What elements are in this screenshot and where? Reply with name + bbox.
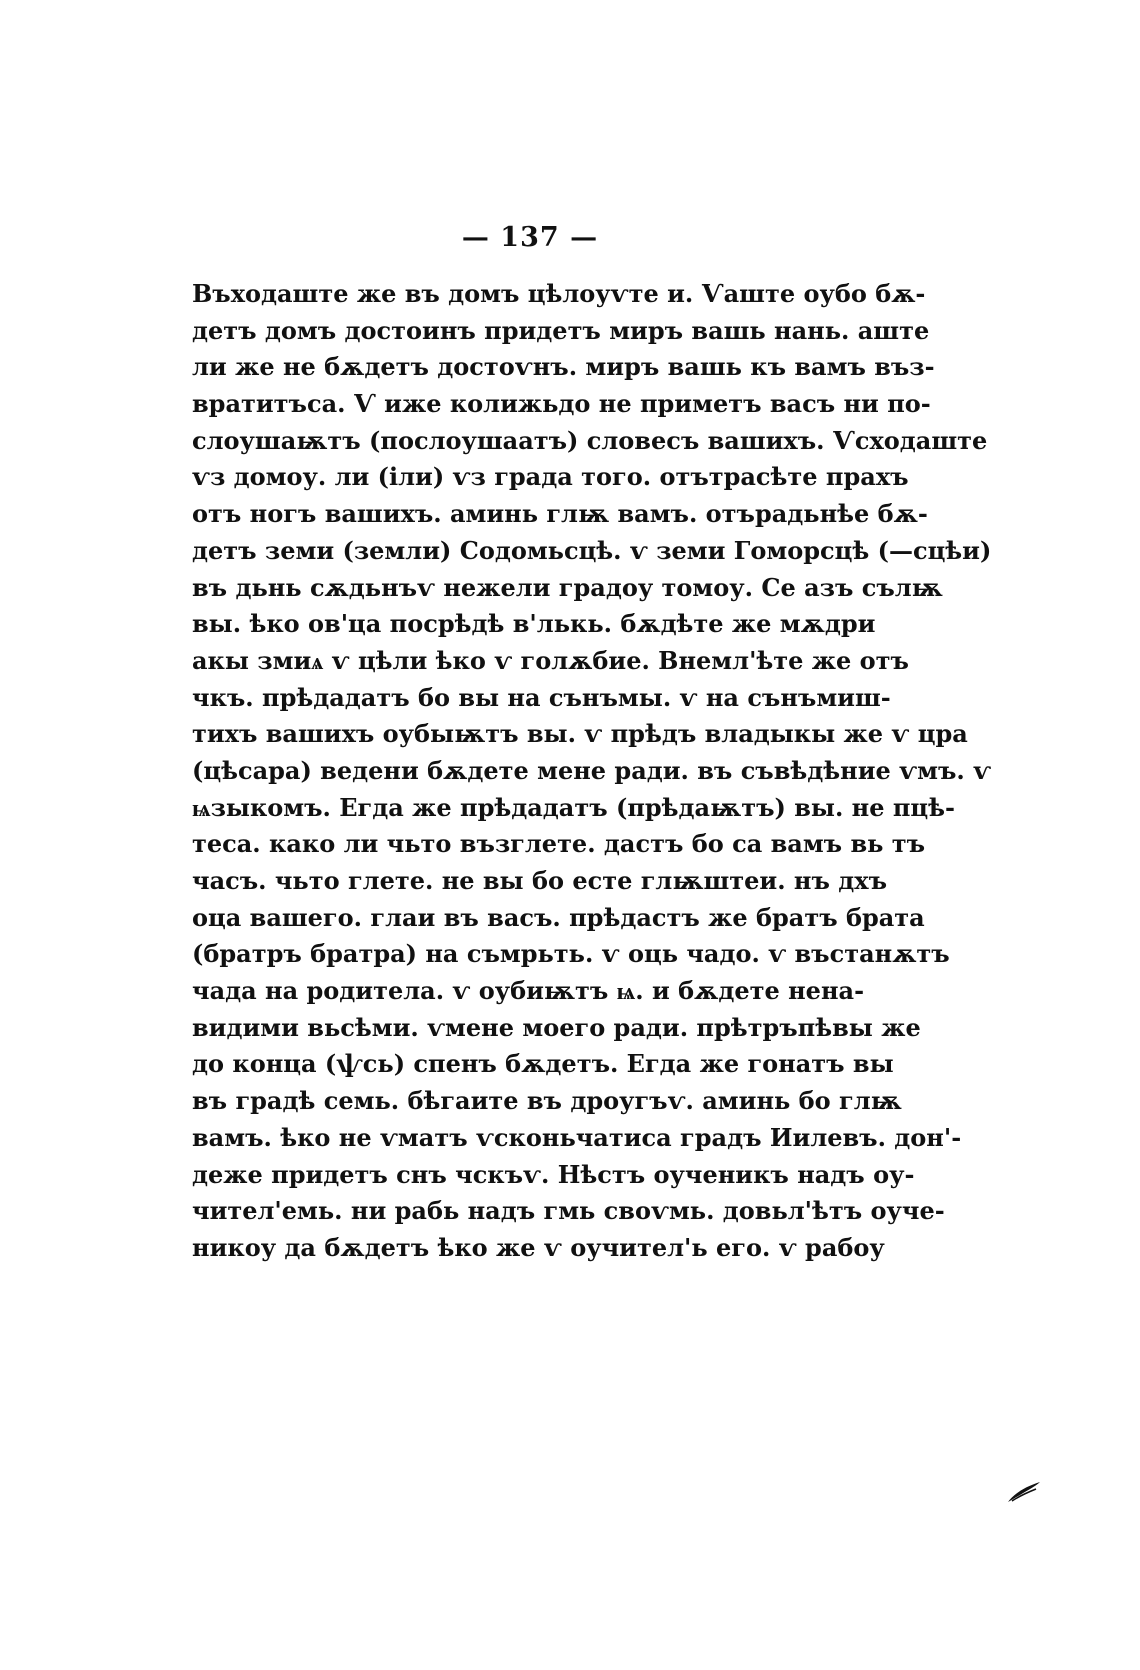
text-line: чада на родитела. ѵ оубиѭтъ ѩ. и бѫдете нена- xyxy=(192,976,865,1006)
text-line: слоушаѭтъ (послоушаатъ) словесъ вашихъ. Ѵсходаште xyxy=(192,425,988,455)
text-line: ли же не бѫдетъ достоѵнъ. миръ вашь къ вамъ въз- xyxy=(192,352,935,382)
text-line: акы змиѧ ѵ цѣли ѣко ѵ голѫбие. Внемл'ѣте же отъ xyxy=(192,645,909,675)
text-line: до конца (ѱсь) спенъ бѫдетъ. Егда же гонатъ вы xyxy=(192,1049,894,1079)
text-line: (братръ братра) на съмрьть. ѵ оць чадо. ѵ въстанѫтъ xyxy=(192,939,950,969)
text-line: въ градѣ семь. бѣгаите въ дроугъѵ. аминь бо глѭ xyxy=(192,1086,902,1116)
text-line: Въходаште же въ домъ цѣлоуѵте и. Ѵаште оубо бѫ- xyxy=(192,279,926,308)
text-line: въ дьнь сѫдьнъѵ нежели градоу томоу. Се азъ сълѭ xyxy=(192,572,943,602)
text-line: видими вьсѣми. ѵмене моего ради. прѣтръпѣвы же xyxy=(192,1012,921,1042)
body-text xyxy=(192,276,992,1267)
text-line: чкъ. прѣдадатъ бо вы на сънъмы. ѵ на сънъмиш- xyxy=(192,682,891,712)
text-line: отъ ногъ вашихъ. аминь глѭ вамъ. отърадьнѣе бѫ- xyxy=(192,499,928,529)
page-number: — 137 — xyxy=(461,222,599,253)
text-line: никоу да бѫдетъ ѣко же ѵ оучител'ь его. ѵ рабоу xyxy=(192,1232,885,1262)
text-line: вы. ѣко ов'ца посрѣдѣ в'лькь. бѫдѣте же мѫдри xyxy=(192,609,876,639)
text-line: теса. како ли чьто възглете. дастъ бо са вамъ вь тъ xyxy=(192,829,926,859)
text-line: ѩзыкомъ. Егда же прѣдадатъ (прѣдаѭтъ) вы. не пцѣ- xyxy=(192,792,955,822)
text-line: (цѣсара) ведени бѫдете мене ради. въ съвѣдѣние ѵмъ. ѵ xyxy=(192,755,992,785)
text-line: детъ домъ достоинъ придетъ миръ вашь нань. аште xyxy=(192,315,930,345)
ink-mark xyxy=(1006,1478,1044,1506)
text-line: вамъ. ѣко не ѵматъ ѵсконьчатиса градъ Иилевъ. дон'- xyxy=(192,1122,962,1152)
text-line: деже придетъ снъ чскъѵ. Нѣстъ оученикъ надъ оу- xyxy=(192,1159,915,1189)
text-line: чител'емь. ни рабь надъ гмь своѵмь. довьл'ѣтъ оуче- xyxy=(192,1196,945,1226)
text-line: оца вашего. глаи въ васъ. прѣдастъ же братъ брата xyxy=(192,902,925,932)
text-line: детъ земи (земли) Содомьсцѣ. ѵ земи Гоморсцѣ (—сцѣи) xyxy=(192,535,992,565)
text-line: часъ. чьто глете. не вы бо есте глѭштеи. нъ дхъ xyxy=(192,866,887,895)
text-line: тихъ вашихъ оубыѭтъ вы. ѵ прѣдъ владыкы же ѵ цра xyxy=(192,719,968,749)
text-line: вратитъса. Ѵ иже колижьдо не приметъ васъ ни по- xyxy=(192,389,931,419)
text-line: ѵз домоу. ли (іли) ѵз града того. отътрасѣте прахъ xyxy=(192,462,909,492)
